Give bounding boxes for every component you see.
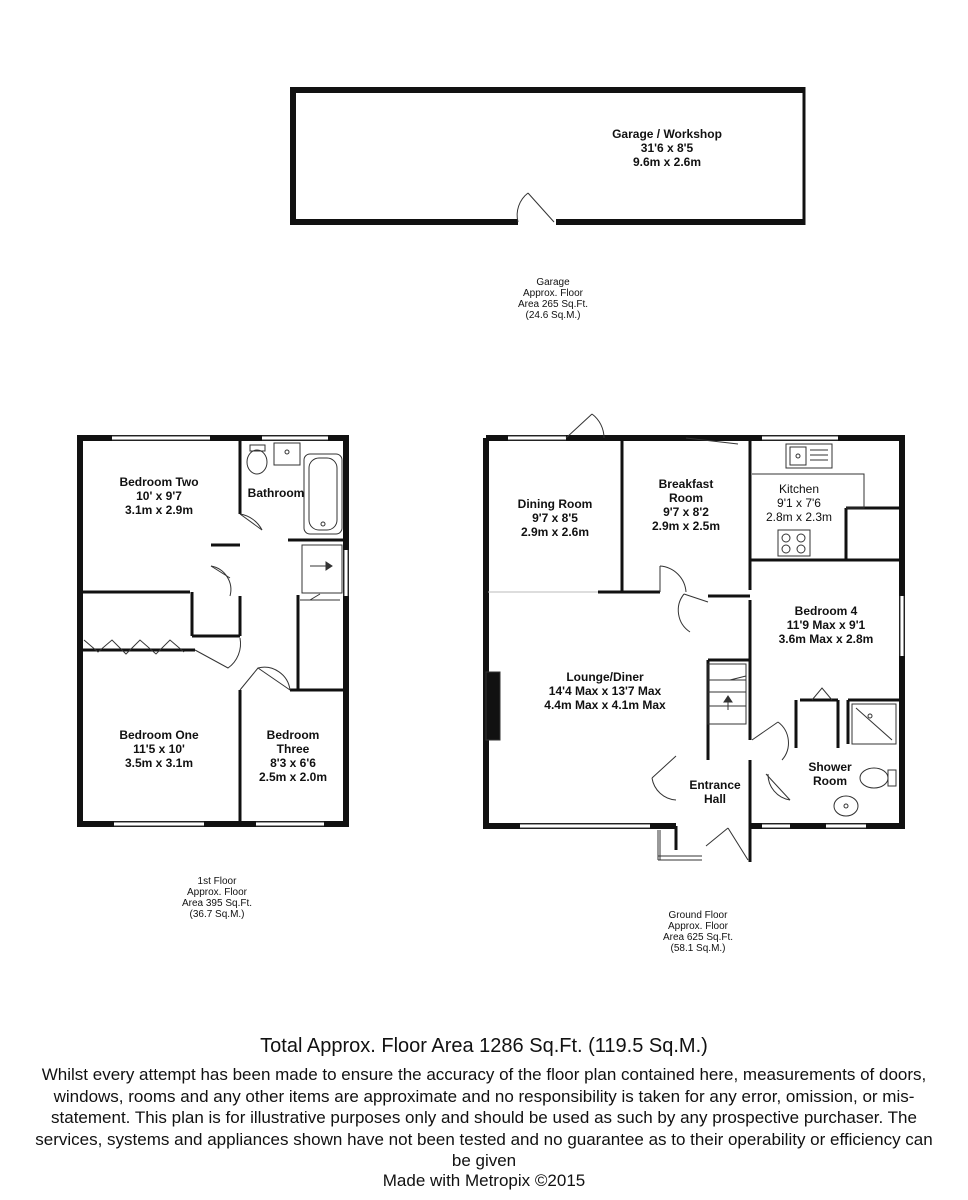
first-floor-area-label [144,876,290,920]
room-dimensions-imperial: 31'6 x 8'5 [640,141,694,155]
room-dimensions-imperial: 9'7 x 8'5 [532,511,578,525]
room-dimensions-imperial: 9'1 x 7'6 [777,496,821,510]
lounge-diner-label [520,670,690,712]
area-line: Area 395 Sq.Ft. [181,898,253,909]
area-line: (24.6 Sq.M.) [525,310,581,321]
area-line: Approx. Floor [186,887,248,898]
room-dimensions-metric: 3.6m Max x 2.8m [778,632,874,646]
area-line: Garage [536,277,570,288]
room-name: Lounge/Diner [566,670,644,684]
room-dimensions-imperial: 11'5 x 10' [133,742,185,756]
room-dimensions-metric: 4.4m Max x 4.1m Max [544,698,666,712]
room-name: Bedroom [266,728,320,742]
room-name: Dining Room [517,497,593,511]
room-name: Bathroom [247,486,305,500]
room-dimensions-imperial: 10' x 9'7 [136,489,182,503]
area-line: (36.7 Sq.M.) [189,909,245,920]
room-name: Entrance [689,778,741,792]
room-dimensions-imperial: 9'7 x 8'2 [663,505,709,519]
total-floor-area: Total Approx. Floor Area 1286 Sq.Ft. (119.5 Sq.M.) [260,1035,708,1057]
area-line: Area 265 Sq.Ft. [517,299,589,310]
bathroom-label [244,486,308,500]
garage-workshop-label [560,127,774,169]
room-name: Three [276,742,310,756]
area-line: Approx. Floor [522,288,584,299]
room-dimensions-imperial: 8'3 x 6'6 [270,756,316,770]
room-name: Room [669,491,703,505]
shower-room-label [798,760,862,788]
room-name: Bedroom Two [119,475,199,489]
room-dimensions-metric: 2.9m x 2.6m [520,525,590,539]
metropix-credit: Made with Metropix ©2015 [382,1171,586,1190]
area-line: (58.1 Sq.M.) [670,943,726,954]
ground-floor-area-label [625,910,771,954]
area-line: 1st Floor [197,876,237,887]
room-dimensions-metric: 3.1m x 2.9m [124,503,194,517]
room-name: Room [813,774,847,788]
kitchen-label [756,482,842,524]
room-dimensions-metric: 3.5m x 3.1m [124,756,194,770]
area-line: Ground Floor [668,910,728,921]
bedroom-one-label [84,728,234,770]
garage-area-label [480,277,626,321]
room-name: Bedroom 4 [794,604,858,618]
breakfast-room-label [626,477,746,533]
bedroom-4-label [756,604,896,646]
room-dimensions-metric: 2.9m x 2.5m [651,519,721,533]
room-name: Hall [703,792,726,806]
room-dimensions-metric: 2.8m x 2.3m [765,510,833,524]
room-dimensions-metric: 9.6m x 2.6m [632,155,702,169]
area-line: Area 625 Sq.Ft. [662,932,734,943]
room-dimensions-imperial: 14'4 Max x 13'7 Max [548,684,662,698]
room-name: Shower [808,760,852,774]
room-dimensions-imperial: 11'9 Max x 9'1 [786,618,866,632]
room-name: Bedroom One [119,728,199,742]
entrance-hall-label [680,778,750,806]
room-name: Garage / Workshop [612,127,722,141]
disclaimer-text: Whilst every attempt has been made to ensure the accuracy of the floor plan contained here, measurements of doors, windows, rooms and any other items are approximate and no responsibility is taken for any error, omission, or mis-statement. This plan is for illustrative purposes only and should be used as such by any prospective purchaser. The services, systems and appliances shown have not been tested and no guarantee as to their operability or efficiency can be given [35,1065,933,1170]
room-name: Kitchen [778,482,820,496]
room-dimensions-metric: 2.5m x 2.0m [258,770,328,784]
bedroom-three-label [243,728,343,784]
bedroom-two-label [84,475,234,517]
garage-door [517,193,554,222]
dining-room-label [492,497,618,539]
area-line: Approx. Floor [667,921,729,932]
room-name: Breakfast [658,477,714,491]
